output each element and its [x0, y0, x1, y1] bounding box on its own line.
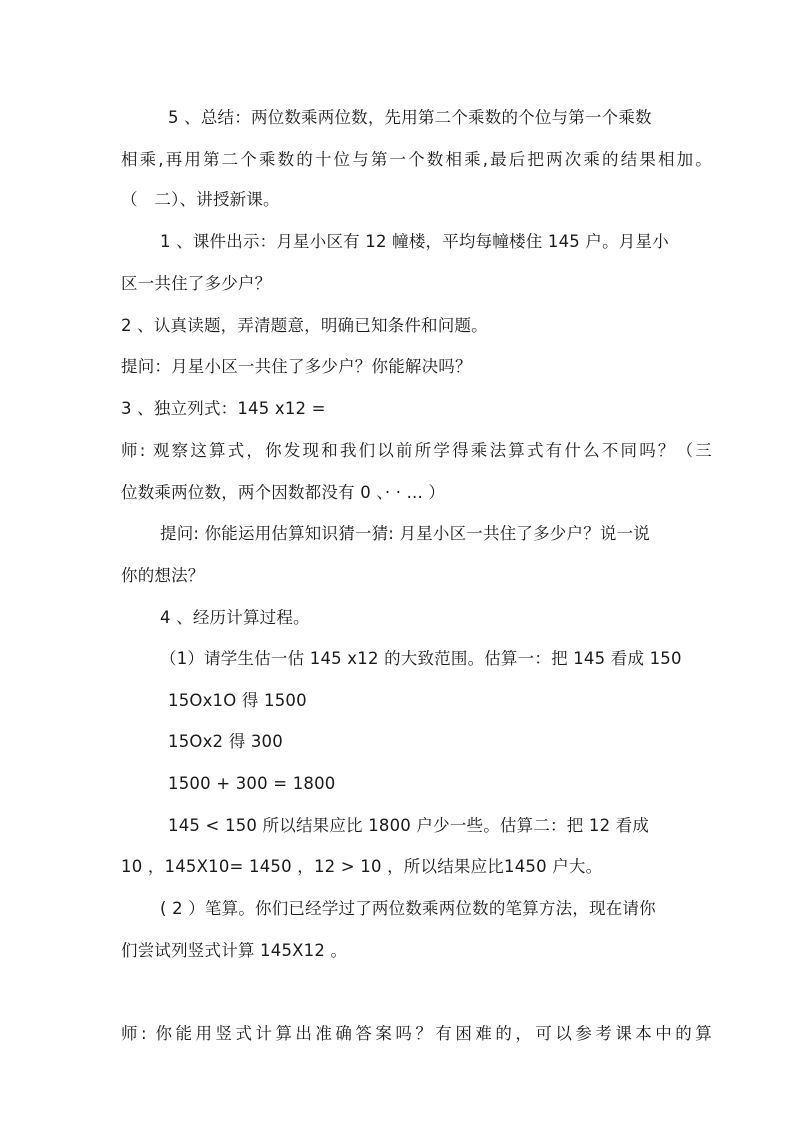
paragraph-summary-line-2: 相乘,再用第二个乘数的十位与第一个数相乘,最后把两次乘的结果相加。 [121, 150, 712, 169]
calc-line-2: 15Ox2 得 300 [168, 732, 283, 751]
paragraph-equation: 3 、独立列式：145 x12 = [121, 399, 326, 418]
paragraph-summary-line-1: 5 、总结：两位数乘两位数，先用第二个乘数的个位与第一个乘数 [168, 108, 652, 127]
paragraph-ask-2-line-1: 提问: 你能运用估算知识猜一猜: 月星小区一共住了多少户？说一说 [160, 524, 651, 543]
paragraph-teacher-line-2: 位数乘两位数，两个因数都没有 0 、· · ... ） [121, 483, 446, 502]
paragraph-courseware-line-1: 1 、课件出示：月星小区有 12 幢楼，平均每幢楼住 145 户。月星小 [160, 232, 669, 251]
calc-line-3: 1500 + 300 = 1800 [168, 774, 336, 793]
section-heading-new-lesson: （ 二）、讲授新课。 [121, 190, 280, 209]
calc-line-1: 15Ox1O 得 1500 [168, 691, 307, 710]
paragraph-estimate-1: （1）请学生估一估 145 x12 的大致范围。估算一：把 145 看成 150 [160, 649, 682, 668]
paragraph-estimate-2-line-1: 145 < 150 所以结果应比 1800 户少一些。估算二：把 12 看成 [168, 816, 650, 835]
paragraph-written-calc-line-1: ( 2 ）笔算。你们已经学过了两位数乘两位数的笔算方法，现在请你 [160, 899, 656, 918]
paragraph-written-calc-line-2: 们尝试列竖式计算 145X12 。 [121, 941, 348, 960]
paragraph-courseware-line-2: 区一共住了多少户？ [121, 274, 272, 293]
paragraph-teacher-line-1: 师: 观察这算式，你发现和我们以前所学得乘法算式有什么不同吗？（三 [121, 441, 712, 460]
paragraph-calc-process: 4 、经历计算过程。 [160, 608, 310, 627]
paragraph-read-question: 2 、认真读题，弄清题意，明确已知条件和问题。 [121, 316, 488, 335]
paragraph-ask-1: 提问：月星小区一共住了多少户？你能解决吗？ [121, 357, 472, 376]
paragraph-teacher-final: 师: 你能用竖式计算出准确答案吗？有困难的，可以参考课本中的算 [121, 1024, 712, 1043]
paragraph-estimate-2-line-2: 10 ，145X10= 1450 ，12 > 10 ，所以结果应比1450 户大。 [121, 857, 603, 876]
paragraph-ask-2-line-2: 你的想法？ [121, 566, 205, 585]
